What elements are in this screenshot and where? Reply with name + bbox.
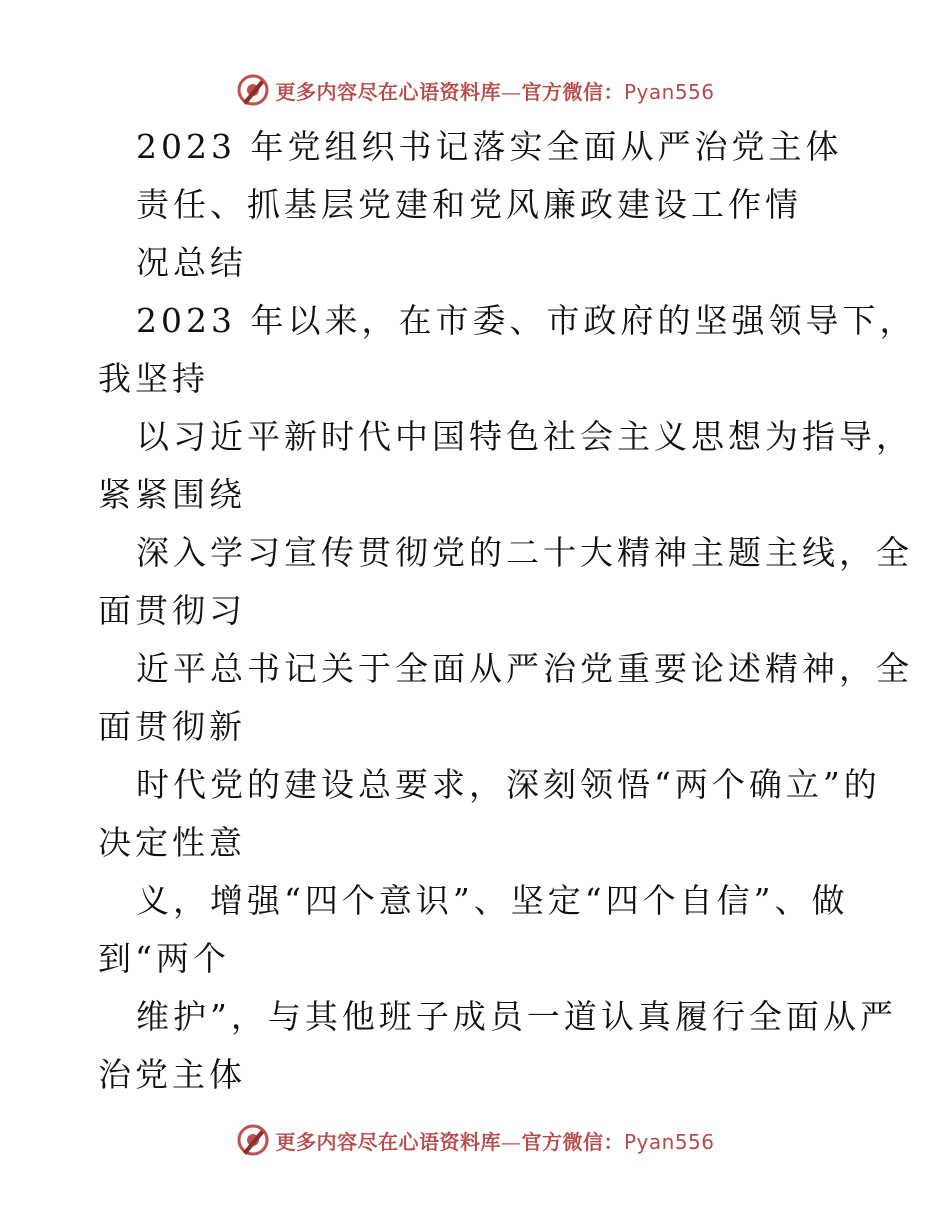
doc-title-line-2: 责任、抓基层党建和党风廉政建设工作情 — [136, 185, 802, 224]
banner-dash: — — [500, 1129, 522, 1154]
banner-text — [275, 76, 714, 105]
body-line: 决定性意 — [98, 823, 246, 862]
doc-title-line-3: 况总结 — [136, 243, 247, 282]
footer-banner — [0, 1120, 950, 1160]
body-line: 时代党的建设总要求，深刻领悟“两个确立”的 — [136, 765, 881, 804]
banner-text — [275, 1126, 714, 1155]
body-line: 近平总书记关于全面从严治党重要论述精神，全 — [136, 649, 913, 688]
body-line: 深入学习宣传贯彻党的二十大精神主题主线，全 — [136, 533, 913, 572]
body-line: 到“两个 — [98, 939, 230, 978]
body-line: 维护”，与其他班子成员一道认真履行全面从严 — [136, 997, 897, 1036]
doc-title-line-1: 2023 年党组织书记落实全面从严治党主体 — [136, 127, 843, 166]
logo-icon — [235, 72, 271, 108]
header-banner — [0, 70, 950, 110]
banner-brand: 更多内容尽在心语资料库 — [275, 1129, 501, 1154]
banner-wechat-id: Pyan556 — [623, 79, 715, 104]
logo-icon — [235, 1122, 271, 1158]
body-line: 面贯彻习 — [98, 591, 246, 630]
body-line: 义，增强“四个意识”、坚定“四个自信”、做 — [136, 881, 849, 920]
body-line: 紧紧围绕 — [98, 475, 246, 514]
banner-dash: — — [500, 79, 522, 104]
document-body — [98, 118, 917, 1104]
paragraph — [98, 292, 917, 1104]
body-line: 以习近平新时代中国特色社会主义思想为指导， — [136, 417, 913, 456]
banner-official: 官方微信： — [521, 79, 624, 104]
banner-wechat-id: Pyan556 — [623, 1129, 715, 1154]
banner-brand: 更多内容尽在心语资料库 — [275, 79, 501, 104]
banner-official: 官方微信： — [521, 1129, 624, 1154]
body-line: 治党主体 — [98, 1055, 246, 1094]
body-line: 面贯彻新 — [98, 707, 246, 746]
body-line: 2023 年以来，在市委、市政府的坚强领导下， — [136, 301, 917, 340]
body-line: 我坚持 — [98, 359, 209, 398]
